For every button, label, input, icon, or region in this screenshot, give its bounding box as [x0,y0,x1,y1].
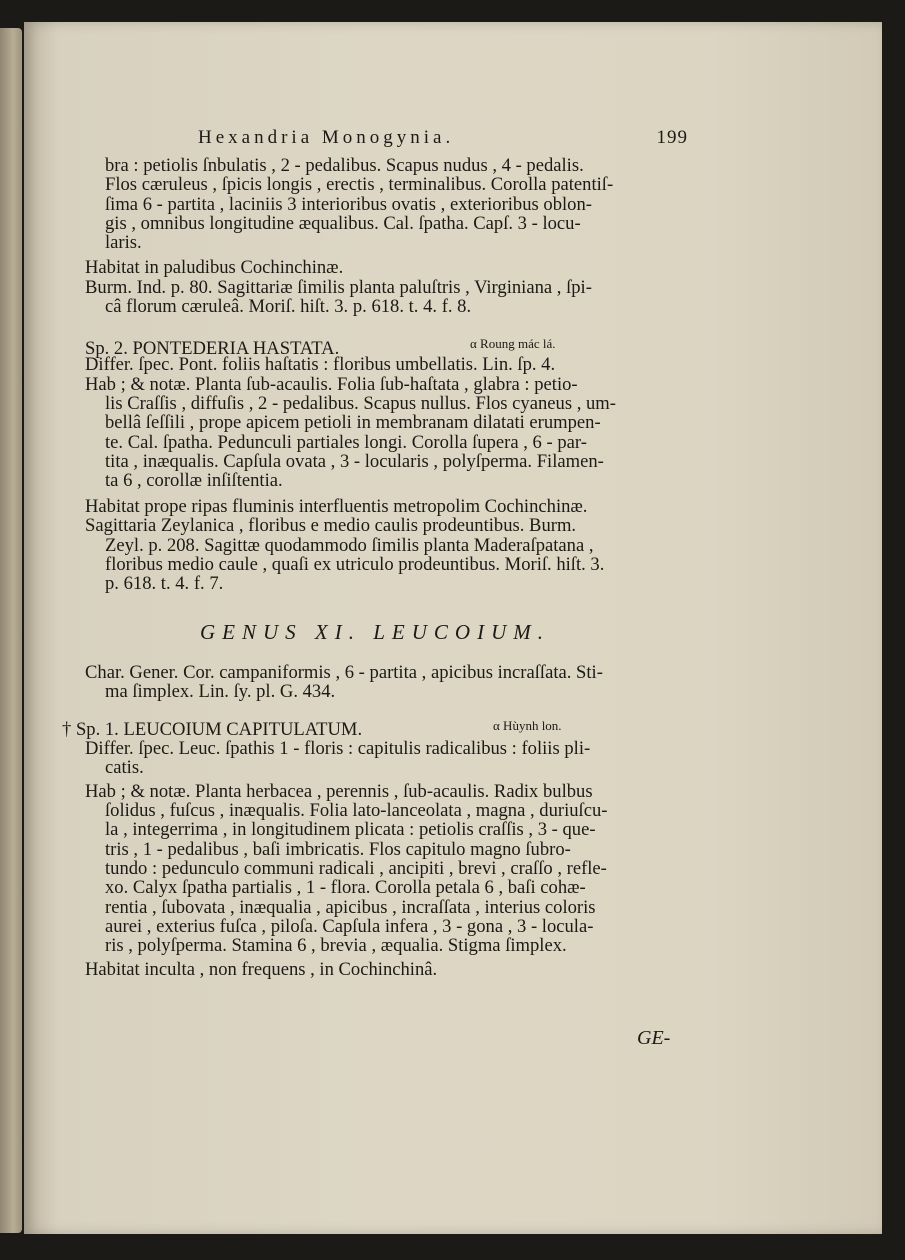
text-line: floribus medio caule , quaſi ex utriculo prodeuntibus. Moriſ. hiſt. 3. [105,554,605,575]
text-line: Habitat inculta , non frequens , in Cochinchinâ. [85,959,438,980]
text-line: Char. Gener. Cor. campaniformis , 6 - partita , apicibus incraſſata. Sti- [85,662,603,683]
text-line: lis Craſſis , diffuſis , 2 - pedalibus. Scapus nullus. Flos cyaneus , um- [105,393,616,414]
text-line: Hab ; & notæ. Planta ſub-acaulis. Folia ſub-haſtata , glabra : petio- [85,374,578,395]
text-line: ſima 6 - partita , laciniis 3 interioribus ovatis , exterioribus oblon- [105,194,592,215]
text-line: gis , omnibus longitudine æqualibus. Cal. ſpatha. Capſ. 3 - locu- [105,213,581,234]
catchword: GE- [637,1027,671,1049]
text-line: tundo : pedunculo communi radicali , ancipiti , brevi , craſſo , refle- [105,858,607,879]
text-line: p. 618. t. 4. f. 7. [105,573,224,594]
text-line: ris , polyſperma. Stamina 6 , brevia , æqualia. Stigma ſimplex. [105,935,567,956]
text-line: xo. Calyx ſpatha partialis , 1 - flora. Corolla petala 6 , baſi cohæ- [105,877,586,898]
text-line: Differ. ſpec. Leuc. ſpathis 1 - floris : capitulis radicalibus : foliis pli- [85,738,591,759]
text-line: ta 6 , corollæ inſiſtentia. [105,470,283,491]
text-line: tris , 1 - pedalibus , baſi imbricatis. Flos capitulo magno ſubro- [105,839,571,860]
text-line: aurei , exterius fuſca , piloſa. Capſula infera , 3 - gona , 3 - locula- [105,916,594,937]
text-line: Zeyl. p. 208. Sagittæ quodammodo ſimilis planta Maderaſpatana , [105,535,594,556]
text-line: te. Cal. ſpatha. Pedunculi partiales longi. Corolla ſupera , 6 - par- [105,432,587,453]
text-line: laris. [105,232,142,253]
vernacular-name: α Hùynh lon. [493,718,562,733]
text-line: bellâ ſeſſili , prope apicem petioli in membranam dilatati erumpen- [105,412,601,433]
text-line: Habitat prope ripas fluminis interfluentis metropolim Cochinchinæ. [85,496,588,517]
facing-page-edge [0,28,22,1233]
text-line: † Sp. 1. LEUCOIUM CAPITULATUM. [62,719,363,740]
text-line: Burm. Ind. p. 80. Sagittariæ ſimilis planta paluſtris , Virginiana , ſpi- [85,277,592,298]
text-line: Sagittaria Zeylanica , floribus e medio caulis prodeuntibus. Burm. [85,515,577,536]
text-line: bra : petiolis ſnbulatis , 2 - pedalibus. Scapus nudus , 4 - pedalis. [105,155,584,176]
running-header [198,127,688,151]
text-line: Flos cæruleus , ſpicis longis , erectis , terminalibus. Corolla patentiſ- [105,174,614,195]
running-title: Hexandria Monogynia. [198,127,455,148]
text-line: rentia , ſubovata , inæqualia , apicibus , incraſſata , interius coloris [105,897,596,918]
vernacular-name: α Roung mác lá. [470,336,556,351]
text-line: ſolidus , fuſcus , inæqualis. Folia lato-lanceolata , magna , duriuſcu- [105,800,608,821]
text-line: Differ. ſpec. Pont. foliis haſtatis : floribus umbellatis. Lin. ſp. 4. [85,354,556,375]
text-line: la , integerrima , in longitudinem plicata : petiolis craſſis , 3 - que- [105,819,596,840]
text-line: tita , inæqualis. Capſula ovata , 3 - locularis , polyſperma. Filamen- [105,451,604,472]
genus-heading: GENUS XI. LEUCOIUM. [200,620,550,644]
text-line: Hab ; & notæ. Planta herbacea , perennis , ſub-acaulis. Radix bulbus [85,781,593,802]
text-line: catis. [105,757,144,778]
text-line: Sp. 2. PONTEDERIA HASTATA. [85,338,340,359]
page-number: 199 [656,127,688,148]
text-line: câ florum cæruleâ. Moriſ. hiſt. 3. p. 618. t. 4. f. 8. [105,296,472,317]
text-line: ma ſimplex. Lin. ſy. pl. G. 434. [105,681,336,702]
text-line: Habitat in paludibus Cochinchinæ. [85,257,344,278]
